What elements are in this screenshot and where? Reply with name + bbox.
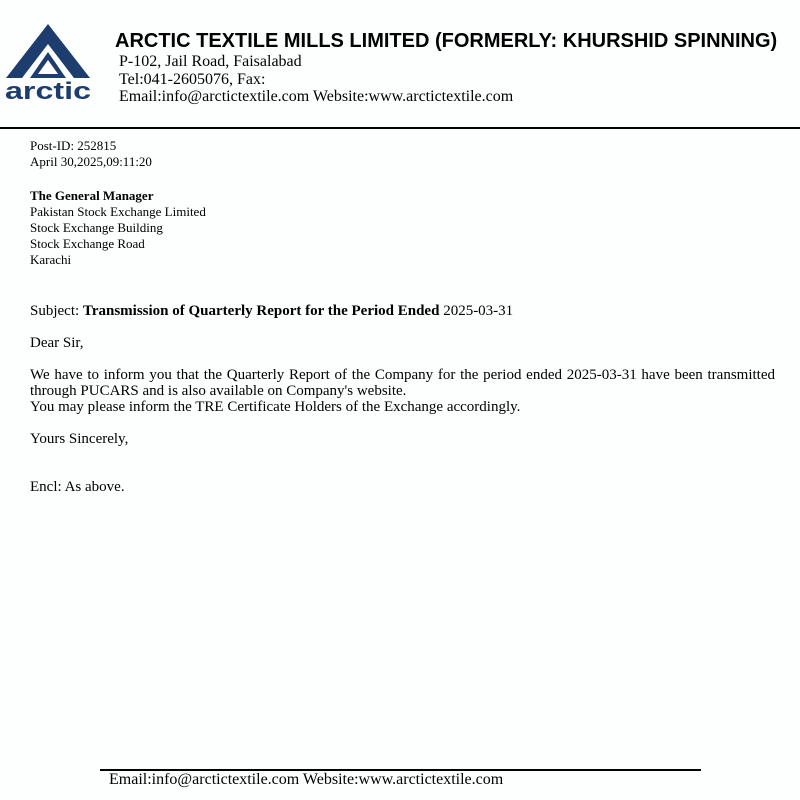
salutation: Dear Sir,	[30, 335, 84, 351]
closing: Yours Sincerely,	[30, 431, 129, 447]
recipient-line: Stock Exchange Road	[30, 236, 145, 251]
subject-title: Transmission of Quarterly Report for the Period Ended	[82, 303, 440, 319]
body-paragraph-2: You may please inform the TRE Certificate Holders of the Exchange accordingly.	[30, 399, 521, 415]
company-phone-fax: Tel:041-2605076, Fax:	[119, 71, 266, 88]
body-paragraph-1: We have to inform you that the Quarterly Report of the Company for the period ended 2025-03-31 have been transmitted through PUCARS and is also available on Company's website.	[30, 367, 775, 399]
logo-wordmark: arctic	[5, 78, 91, 102]
enclosure: Encl: As above.	[30, 479, 125, 495]
recipient-line: Karachi	[30, 252, 72, 267]
recipient-line: Stock Exchange Building	[30, 220, 163, 235]
company-address: P-102, Jail Road, Faisalabad	[119, 53, 302, 70]
recipient-line: Pakistan Stock Exchange Limited	[30, 204, 206, 219]
footer-email-website: Email:info@arctictextile.com Website:www.arctictextile.com	[109, 771, 504, 788]
post-id: Post-ID: 252815	[30, 138, 117, 153]
subject-date: 2025-03-31	[443, 303, 514, 319]
recipient-title-text: The General Manager	[30, 188, 154, 203]
company-name: ARCTIC TEXTILE MILLS LIMITED (FORMERLY: KHURSHID SPINNING)	[115, 30, 778, 52]
recipient-title	[30, 188, 153, 204]
header-divider	[0, 127, 800, 129]
post-datetime: April 30,2025,09:11:20	[30, 154, 152, 169]
subject-label: Subject:	[30, 303, 80, 319]
arctic-logo	[4, 22, 92, 102]
company-email-website: Email:info@arctictextile.com Website:www.arctictextile.com	[119, 88, 514, 105]
subject-line	[30, 303, 775, 319]
